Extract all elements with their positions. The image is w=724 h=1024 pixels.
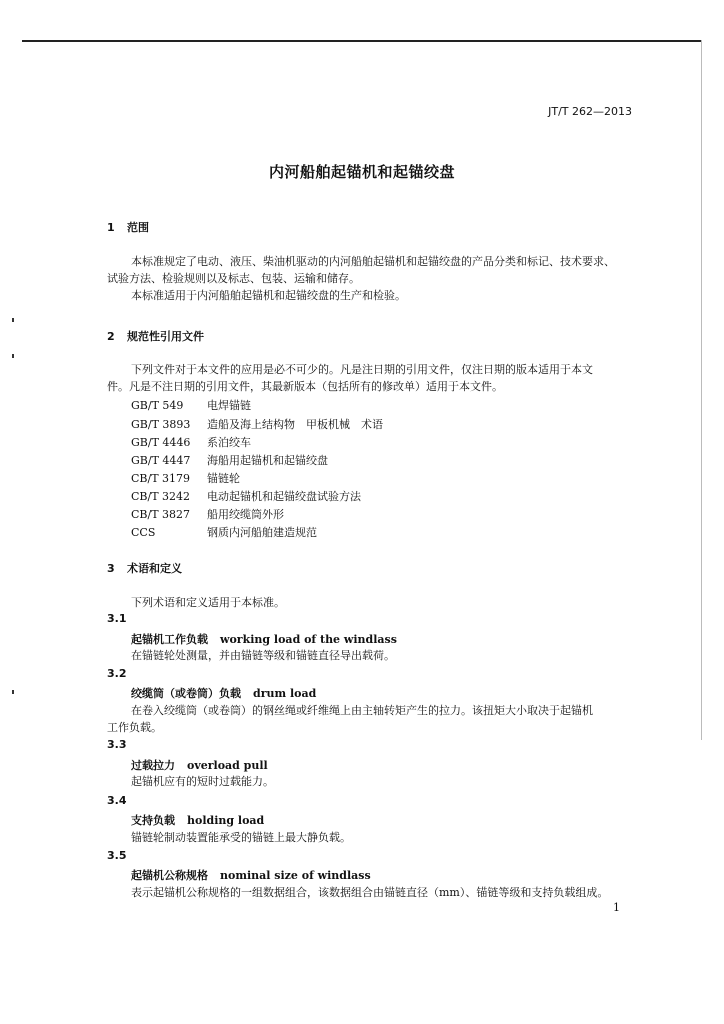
term-entry: 起锚机工作负载 working load of the windlass: [131, 633, 397, 646]
paragraph: 下列文件对于本文件的应用是必不可少的。凡是注日期的引用文件，仅注日期的版本适用于本文: [131, 363, 593, 376]
paragraph: 本标准规定了电动、液压、柴油机驱动的内河船舶起锚机和起锚绞盘的产品分类和标记、技术要求、: [131, 255, 615, 268]
side-rule: [701, 40, 702, 740]
term-definition: 表示起锚机公称规格的一组数据组合，该数据组合由锚链直径（mm）、锚链等级和支持负载组成。: [131, 886, 609, 899]
standard-number: JT/T 262—2013: [548, 105, 632, 118]
term-definition: 在卷入绞缆筒（或卷筒）的钢丝绳或纤维绳上由主轴转矩产生的拉力。该扭矩大小取决于起锚机: [131, 704, 593, 717]
subsection-number: 3.3: [107, 738, 127, 751]
paragraph: 本标准适用于内河船舶起锚机和起锚绞盘的生产和检验。: [131, 289, 406, 302]
paragraph: 件。凡是不注日期的引用文件，其最新版本（包括所有的修改单）适用于本文件。: [107, 380, 503, 393]
term-definition: 起锚机应有的短时过载能力。: [131, 775, 274, 788]
term-entry: 支持负载 holding load: [131, 814, 265, 827]
page-number: 1: [613, 901, 620, 914]
term-definition: 在锚链轮处测量，并由锚链等级和锚链直径导出载荷。: [131, 649, 395, 662]
term-entry: 绞缆筒（或卷筒）负载 drum load: [131, 687, 317, 700]
subsection-number: 3.1: [107, 612, 127, 625]
reference-item: GB/T 549 电焊锚链: [131, 399, 251, 412]
reference-item: GB/T 4447 海船用起锚机和起锚绞盘: [131, 454, 328, 467]
term-definition: 工作负载。: [107, 721, 162, 734]
subsection-number: 3.4: [107, 794, 127, 807]
section-heading: 2 规范性引用文件: [107, 330, 204, 343]
term-entry: 起锚机公称规格 nominal size of windlass: [131, 869, 371, 882]
reference-item: CCS 钢质内河船舶建造规范: [131, 526, 317, 539]
reference-item: CB/T 3827 船用绞缆筒外形: [131, 508, 284, 521]
subsection-number: 3.2: [107, 667, 127, 680]
term-entry: 过载拉力 overload pull: [131, 759, 268, 772]
section-heading: 3 术语和定义: [107, 562, 182, 575]
paragraph: 下列术语和定义适用于本标准。: [131, 596, 285, 609]
reference-item: GB/T 3893 造船及海上结构物 甲板机械 术语: [131, 418, 383, 431]
scan-mark: [12, 354, 14, 358]
term-definition: 锚链轮制动装置能承受的锚链上最大静负载。: [131, 831, 351, 844]
reference-item: GB/T 4446 系泊绞车: [131, 436, 251, 449]
reference-item: CB/T 3242 电动起锚机和起锚绞盘试验方法: [131, 490, 361, 503]
document-title: 内河船舶起锚机和起锚绞盘: [268, 163, 455, 181]
subsection-number: 3.5: [107, 849, 127, 862]
scan-mark: [12, 318, 14, 322]
reference-item: CB/T 3179 锚链轮: [131, 472, 240, 485]
paragraph: 试验方法、检验规则以及标志、包装、运输和储存。: [107, 272, 360, 285]
section-heading: 1 范围: [107, 221, 149, 234]
scan-mark: [12, 690, 14, 694]
top-rule: [22, 40, 702, 42]
